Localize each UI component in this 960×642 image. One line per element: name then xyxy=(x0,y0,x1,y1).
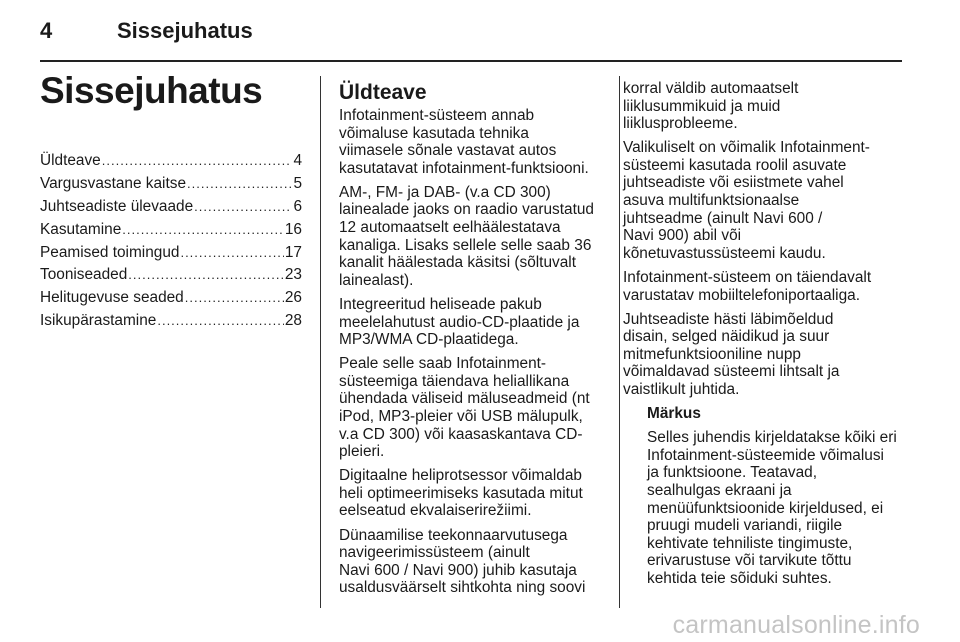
body-paragraph: Infotainment-süsteem on täiendavalt varustatav mobiiltelefoniportaaliga. xyxy=(623,268,872,304)
toc-entry-title: Kasutamine xyxy=(40,220,122,238)
body-paragraph: Digitaalne heliprotsessor võimaldab heli optimeerimiseks kasutada mitut eelseatud ekvalaiserirežiimi. xyxy=(339,467,583,520)
section-heading: Üldteave xyxy=(339,81,427,104)
toc-leader xyxy=(185,287,284,310)
toc-entry[interactable] xyxy=(40,264,302,287)
toc-entry[interactable] xyxy=(40,173,302,196)
body-paragraph: Dünaamilise teekonnaarvutusega navigeerimissüsteem (ainult Navi 600 / Navi 900) juhib kasutaja usaldusväärselt sihtkohta ning soovi xyxy=(339,526,586,597)
body-paragraph: Valikuliselt on võimalik Infotainment- süsteemi kasutada roolil asuvate juhtseadiste või esiistmete vahel asuva multifunktsionaalse juhtseadme (ainult Navi 600 / Navi 900) abil või kõnetuvastussüsteemi kaudu. xyxy=(623,139,870,262)
toc-entry-title: Helitugevuse seaded xyxy=(40,289,184,307)
toc-entry[interactable] xyxy=(40,219,302,242)
toc-entry-title: Juhtseadiste ülevaade xyxy=(40,197,194,215)
toc-entry-page: 4 xyxy=(293,152,302,169)
note-box xyxy=(647,405,912,587)
table-of-contents xyxy=(40,150,302,333)
toc-entry-title: Vargusvastane kaitse xyxy=(40,174,187,192)
toc-entry-page: 6 xyxy=(293,197,302,215)
column-divider xyxy=(320,76,321,608)
toc-leader xyxy=(122,219,284,242)
body-paragraph: Infotainment-süsteem annab võimaluse kasutada tehnika viimasele sõnale vastavat autos kasutatavat infotainment-funktsiooni. xyxy=(339,107,589,177)
toc-leader xyxy=(194,196,292,219)
body-paragraph: korral väldib automaatselt liiklusummikuid ja muid liiklusprobleeme. xyxy=(623,80,799,133)
continued-column xyxy=(623,80,908,594)
toc-leader xyxy=(180,242,283,265)
page-number: 4 xyxy=(40,18,53,43)
running-header-title: Sissejuhatus xyxy=(117,18,253,43)
toc-entry-page: 5 xyxy=(293,174,302,192)
body-paragraph: Juhtseadiste hästi läbimõeldud disain, selged näidikud ja suur mitmefunktsiooniline nupp võimaldavad süsteemi lihtsalt ja vaistlikult juhtida. xyxy=(623,310,840,398)
note-text: Selles juhendis kirjeldatakse kõiki eri Infotainment-süsteemide võimalusi ja funktsioone. Teatavad, sealhulgas ekraani ja menüüfunktsioonide kirjeldused, ei pruugi mudeli variandi, riigile kehtivate tehniliste tingimuste, erivarustuse või tarvikute tõttu kehtida teie sõiduki suhtes. xyxy=(647,429,897,587)
toc-entry-page: 23 xyxy=(284,266,302,284)
toc-entry-title: Isikupärastamine xyxy=(40,312,157,330)
body-paragraph: Peale selle saab Infotainment- süsteemiga täiendava heliallikana ühendada väliseid mäluseadmeid (nt iPod, MP3-pleier või USB mälupulk, v.a CD 300) või kaasaskantava CD- pleieri. xyxy=(339,355,590,461)
toc-entry-title: Peamised toimingud xyxy=(40,243,180,261)
toc-leader xyxy=(157,310,284,333)
toc-entry[interactable] xyxy=(40,150,302,173)
toc-entry-page: 17 xyxy=(284,243,302,261)
toc-entry-title: Üldteave xyxy=(40,152,101,169)
toc-leader xyxy=(128,264,284,287)
toc-entry-page: 16 xyxy=(284,220,302,238)
toc-leader xyxy=(102,150,293,173)
toc-entry-page: 28 xyxy=(284,312,302,330)
toc-entry-page: 26 xyxy=(284,289,302,307)
section-column xyxy=(339,80,624,603)
toc-leader xyxy=(187,173,292,196)
body-paragraph: AM-, FM- ja DAB- (v.a CD 300) lainealade jaoks on raadio varustatud 12 automaatselt eelhäälestatava kanaliga. Lisaks sellele selle saab 36 kanalit häälestada käsitsi (sõltuvalt lainealast). xyxy=(339,183,594,289)
body-paragraph: Integreeritud heliseade pakub meelelahutust audio-CD-plaatide ja MP3/WMA CD-plaatidega. xyxy=(339,295,580,349)
toc-entry[interactable] xyxy=(40,242,302,265)
toc-entry[interactable] xyxy=(40,196,302,219)
header-rule xyxy=(40,60,902,62)
chapter-title: Sissejuhatus xyxy=(40,70,263,111)
toc-entry[interactable] xyxy=(40,310,302,333)
toc-entry-title: Tooniseaded xyxy=(40,266,128,284)
toc-entry[interactable] xyxy=(40,287,302,310)
note-title: Märkus xyxy=(647,405,701,423)
watermark: carmanualsonline.info xyxy=(672,611,920,639)
